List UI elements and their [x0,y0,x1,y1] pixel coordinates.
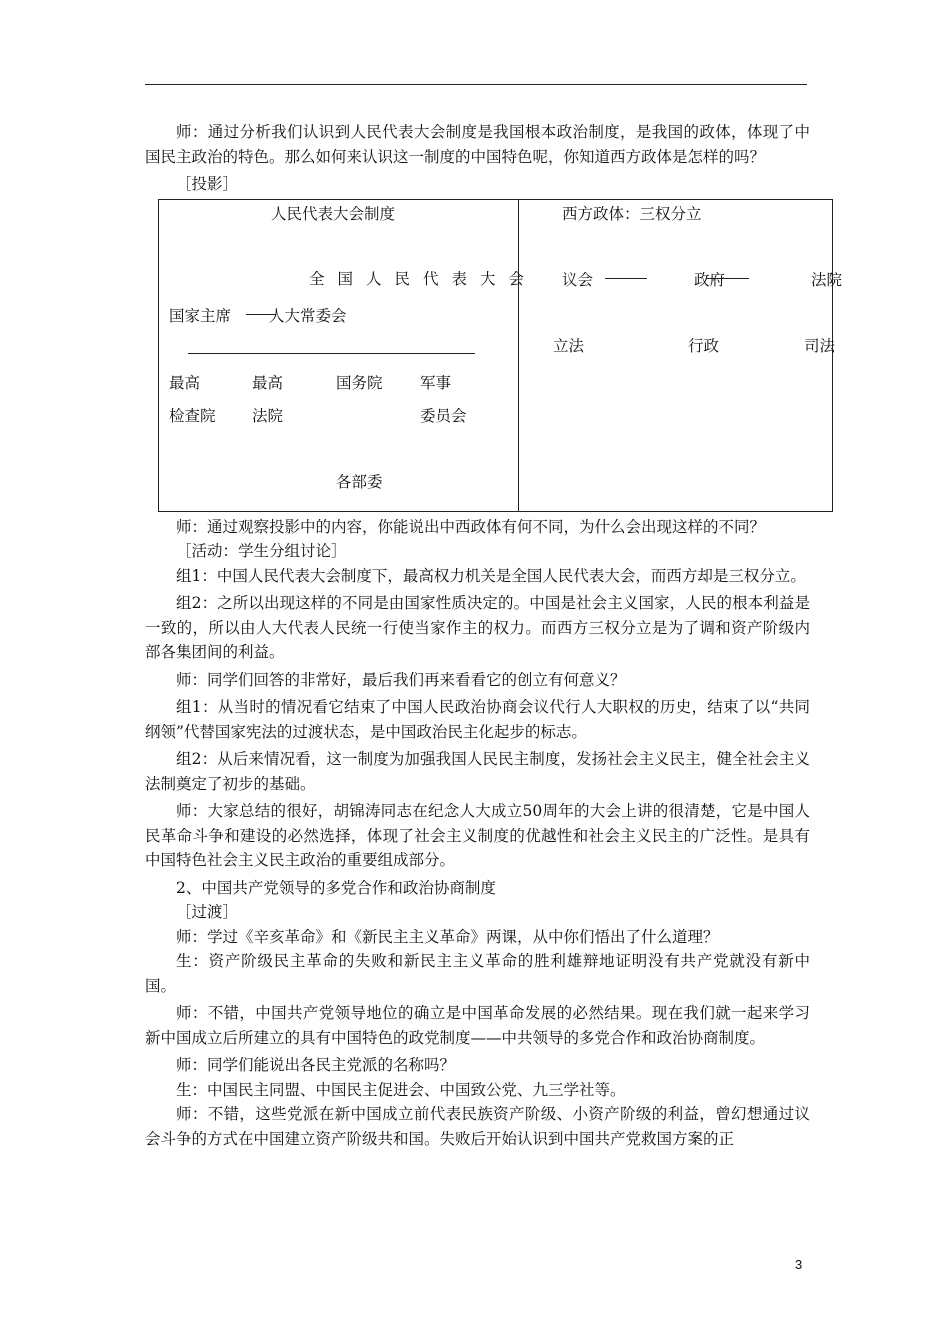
paragraph: 组1：从当时的情况看它结束了中国人民政治协商会议代行人大职权的历史，结束了以“共同纲领”代替国家宪法的过渡状态，是中国政治民主化起步的标志。 [145,698,810,741]
court-label-1: 最高 [252,373,284,392]
paragraph: ［过渡］ [176,903,239,921]
header-rule [145,84,807,85]
paragraph: 组2：之所以出现这样的不同是由国家性质决定的。中国是社会主义国家，人民的根本利益是一致的，所以由人大代表人民统一行使当家作主的权力。而西方三权分立是为了调和资产阶级内部各集团间的利益。 [145,594,810,661]
paragraph: 师：通过分析我们认识到人民代表大会制度是我国根本政治制度，是我国的政体，体现了中国民主政治的特色。那么如何来认识这一制度的中国特色呢，你知道西方政体是怎样的吗？ [145,123,810,166]
legislative-label: 立法 [553,336,585,355]
connector-line [707,278,749,279]
government-label: 政府 [694,270,726,289]
npc-standing-label: 人大常委会 [269,306,347,325]
procuratorate-label-2: 检查院 [169,406,216,425]
paragraph: 师：大家总结的很好，胡锦涛同志在纪念人大成立50周年的大会上讲的很清楚，它是中国人民革命斗争和建设的必然选择，体现了社会主义制度的优越性和社会主义民主的广泛性。是具有中国特色社会主义民主政治的重要组成部分。 [145,802,810,869]
paragraph: 师：通过观察投影中的内容，你能说出中西政体有何不同，为什么会出现这样的不同？ [176,517,766,536]
section-heading: 2、中国共产党领导的多党合作和政治协商制度 [176,878,496,897]
page-body [145,120,843,1151]
right-title: 西方政体：三权分立 [562,204,702,223]
paragraph: 师：同学们回答的非常好，最后我们再来看看它的创立有何意义？ [176,670,626,689]
procuratorate-label-1: 最高 [169,373,201,392]
paragraph: ［活动：学生分组讨论］ [176,542,347,560]
branch-line [188,353,475,354]
connector-line [605,278,647,279]
npc-label: 全国人民代表大会 [309,269,538,288]
parliament-label: 议会 [562,270,594,289]
paragraph: 生：资产阶级民主革命的失败和新民主主义革命的胜利雄辩地证明没有共产党就没有新中国。 [145,952,810,995]
ministries-label: 各部委 [336,472,383,491]
paragraph: 师：学过《辛亥革命》和《新民主主义革命》两课，从中你们悟出了什么道理？ [176,927,719,946]
paragraph: 生：中国民主同盟、中国民主促进会、中国致公党、九三学社等。 [176,1080,626,1099]
judicial-label: 司法 [804,336,836,355]
paragraph: 师：不错，这些党派在新中国成立前代表民族资产阶级、小资产阶级的利益，曾幻想通过议会斗争的方式在中国建立资产阶级共和国。失败后开始认识到中国共产党救国方案的正 [145,1105,810,1148]
military-label-2: 委员会 [420,406,467,425]
executive-label: 行政 [688,336,720,355]
court-right-label: 法院 [811,270,843,289]
president-label: 国家主席 [169,306,232,325]
court-label-2: 法院 [252,406,284,425]
paragraph: 组1：中国人民代表大会制度下，最高权力机关是全国人民代表大会，而西方却是三权分立。 [176,566,806,585]
page-number: 3 [795,1257,803,1272]
paragraph: 师：同学们能说出各民主党派的名称吗？ [176,1056,456,1074]
projection-table [158,199,843,512]
state-council-label: 国务院 [336,373,383,392]
paragraph: ［投影］ [176,175,239,193]
left-title: 人民代表大会制度 [271,204,396,223]
paragraph: 师：不错，中国共产党领导地位的确立是中国革命发展的必然结果。现在我们就一起来学习新中国成立后所建立的具有中国特色的政党制度——中共领导的多党合作和政治协商制度。 [145,1004,810,1047]
table-divider [518,200,519,511]
military-label-1: 军事 [420,373,452,392]
paragraph: 组2：从后来情况看，这一制度为加强我国人民民主制度，发扬社会主义民主，健全社会主义法制奠定了初步的基础。 [145,750,810,793]
